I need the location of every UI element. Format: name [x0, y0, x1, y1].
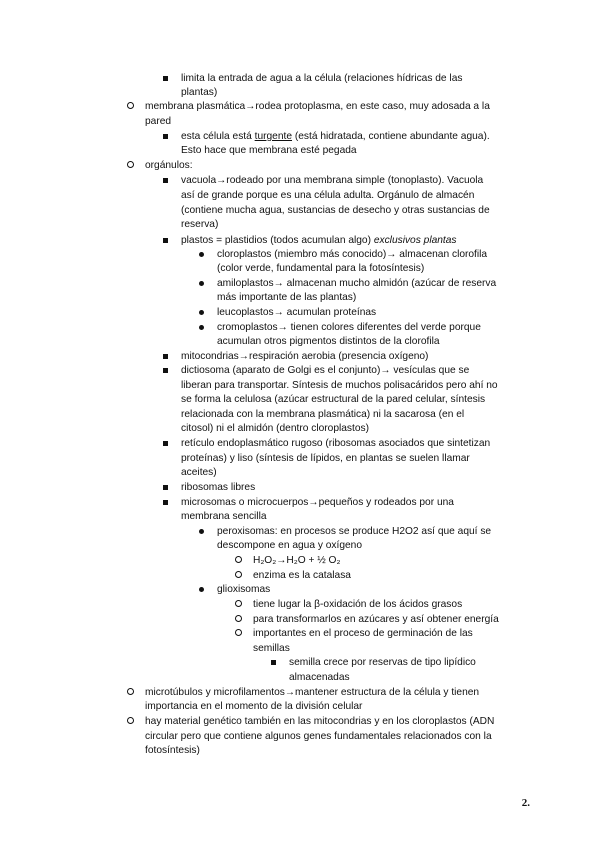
bullet-circle: [127, 686, 134, 701]
text-line: importantes en el proceso de germinación de las: [253, 628, 473, 639]
text-line: así de grande porque es una célula adulta. Orgánulo de almacén: [181, 190, 475, 201]
bullet-circle: [235, 554, 242, 569]
text-line: citosol) ni el almidón (dentro cloroplastos): [181, 423, 369, 434]
bullet-square: [163, 130, 168, 145]
bullet-square: [163, 174, 168, 189]
text-line: amiloplastos→ almacenan mucho almidón (azúcar de reserva: [217, 278, 497, 289]
text-segment: plastos = plastidios (todos acumulan algo): [181, 235, 374, 246]
text-line: pared: [145, 116, 172, 127]
text-line: más importante de las plantas): [217, 292, 357, 303]
text-line: semillas: [253, 643, 290, 654]
text-line: acumulan otros pigmentos distintos de la clorofila: [217, 336, 440, 347]
text-line: peroxisomas: en procesos se produce H2O2 así que aquí se: [217, 526, 492, 537]
text-line: cloroplastos (miembro más conocido)→ almacenan clorofila: [217, 249, 488, 260]
text-line: membrana plasmática→rodea protoplasma, en este caso, muy adosada a la: [145, 101, 490, 112]
text-line: se forma la celulosa (azúcar estructural de la pared celular, síntesis: [181, 394, 486, 405]
bullet-square: [163, 364, 168, 379]
text-line: glioxisomas: [217, 584, 271, 595]
bullet-circle: [127, 715, 134, 730]
text-line: leucoplastos→ acumulan proteínas: [217, 307, 377, 318]
text-line: retículo endoplasmático rugoso (ribosomas asociados que sintetizan: [181, 438, 491, 449]
text-line: relacionada con la membrana plasmática) ni la sacarosa (en el: [181, 409, 465, 420]
bullet-dot: [199, 583, 204, 598]
text-line: ribosomas libres: [181, 482, 256, 493]
bullet-dot: [199, 277, 204, 292]
text-segment: (está hidratada, contiene abundante agua).: [292, 131, 490, 142]
text-line: liberan para transportar. Síntesis de muchos polisacáridos pero ahí no: [181, 380, 498, 391]
formula: H₂O₂→H₂O + ½ O₂: [253, 555, 341, 566]
text-line: para transformarlos en azúcares y así obtener energía: [253, 614, 499, 625]
bullet-circle: [235, 627, 242, 642]
bullet-square: [163, 481, 168, 496]
bullet-dot: [199, 248, 204, 263]
text-segment: esta célula está: [181, 131, 255, 142]
bullet-circle: [235, 569, 242, 584]
bullet-circle: [127, 159, 134, 174]
text-line: [181, 130, 490, 145]
bullet-dot: [199, 321, 204, 336]
text-line: importancia en el momento de la división celular: [145, 701, 363, 712]
bullet-dot: [199, 525, 204, 540]
text-line: dictiosoma (aparato de Golgi es el conjunto)→ vesículas que se: [181, 365, 470, 376]
text-line: [181, 234, 457, 249]
text-line: Esto hace que membrana esté pegada: [181, 145, 357, 156]
bullet-square: [163, 496, 168, 511]
text-line: reserva): [181, 219, 219, 230]
text-line: almacenadas: [289, 672, 350, 683]
text-line: mitocondrias→respiración aerobia (presencia oxígeno): [181, 351, 429, 362]
text-line: semilla crece por reservas de tipo lipídico: [289, 657, 476, 668]
bullet-dot: [199, 306, 204, 321]
page-number: 2.: [521, 797, 530, 809]
text-line: hay material genético también en las mitocondrias y en los cloroplastos (ADN: [145, 716, 495, 727]
text-line: proteínas) y liso (síntesis de lípidos, en plantas se suelen llamar: [181, 453, 470, 464]
text-line: (contiene mucha agua, sustancias de desecho y otras sustancias de: [181, 205, 490, 216]
text-line: descompone en agua y oxígeno: [217, 540, 362, 551]
text-line: aceites): [181, 467, 217, 478]
bullet-square: [271, 656, 276, 671]
text-line: (color verde, fundamental para la fotosíntesis): [217, 263, 425, 274]
text-line: microtúbulos y microfilamentos→mantener estructura de la célula y tienen: [145, 687, 480, 698]
text-line: membrana sencilla: [181, 511, 267, 522]
text-line: tiene lugar la β-oxidación de los ácidos grasos: [253, 599, 463, 610]
text-line: orgánulos:: [145, 160, 193, 171]
underlined-term: turgente: [254, 131, 293, 142]
bullet-square: [163, 437, 168, 452]
text-line: circular pero que contiene algunos genes fundamentales relacionados con la: [145, 731, 492, 742]
bullet-circle: [127, 100, 134, 115]
text-line: limita la entrada de agua a la célula (relaciones hídricas de las: [181, 73, 463, 84]
bullet-square: [163, 234, 168, 249]
text-line: fotosíntesis): [145, 745, 200, 756]
bullet-square: [163, 350, 168, 365]
text-line: enzima es la catalasa: [253, 570, 351, 581]
bullet-circle: [235, 613, 242, 628]
text-line: cromoplastos→ tienen colores diferentes del verde porque: [217, 322, 481, 333]
bullet-square: [163, 72, 168, 87]
text-line: plantas): [181, 87, 218, 98]
bullet-circle: [235, 598, 242, 613]
text-line: vacuola→rodeado por una membrana simple (tonoplasto). Vacuola: [181, 175, 484, 186]
italic-term: exclusivos plantas: [373, 235, 457, 246]
text-line: microsomas o microcuerpos→pequeños y rodeados por una: [181, 497, 454, 508]
